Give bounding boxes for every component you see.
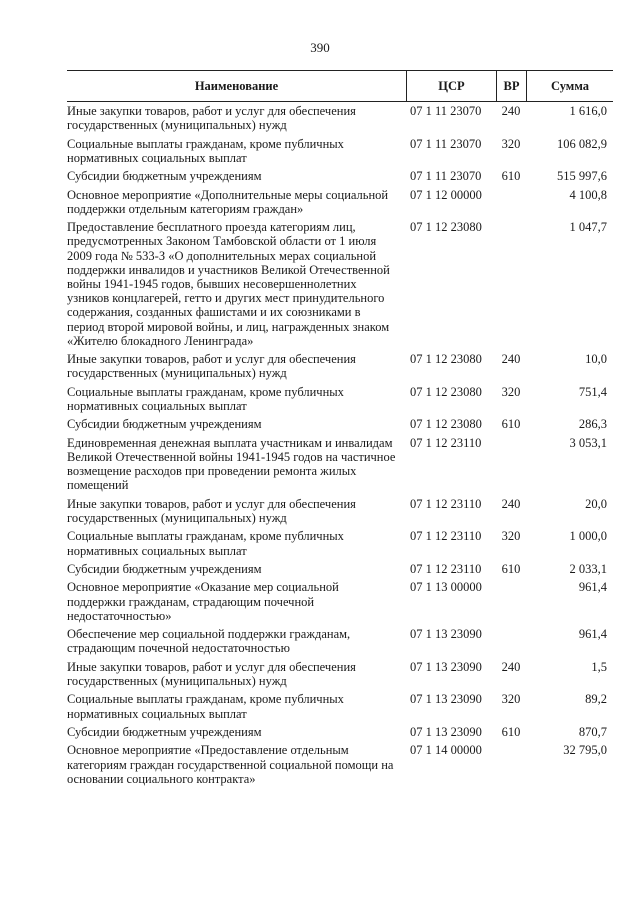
cell-vr: 320 [501,136,521,151]
header-sum: Сумма [526,71,613,101]
cell-name: Социальные выплаты гражданам, кроме публичных нормативных социальных выплат [67,136,344,165]
cell-csr: 07 1 13 00000 [410,580,482,595]
page-number: 390 [310,40,330,55]
cell-vr: 240 [501,104,521,118]
cell-csr: 07 1 11 23070 [410,136,482,151]
table-row [67,580,613,623]
cell-vr: 240 [501,352,521,367]
cell-vr [496,743,526,786]
cell-vr [496,188,526,216]
cell-name: Субсидии бюджетным учреждениям [67,724,262,739]
table-row [67,188,613,216]
cell-vr: 610 [501,724,521,739]
cell-csr: 07 1 12 23080 [410,417,482,432]
cell-sum: 961,4 [578,580,607,595]
cell-sum: 20,0 [585,496,607,511]
table-row [67,725,613,739]
cell-csr: 07 1 11 23070 [410,169,482,184]
table-row [67,436,613,493]
table-row [67,627,613,655]
table-row [67,660,613,688]
cell-csr: 07 1 12 23110 [410,496,482,511]
cell-sum: 89,2 [585,692,607,707]
cell-name: Социальные выплаты гражданам, кроме публичных нормативных социальных выплат [67,529,344,558]
cell-name: Единовременная денежная выплата участникам и инвалидам Великой Отечественной войны 1941-1945 годов на частичное возмещение расходов при проведении ремонта жилых помещений [67,435,396,493]
cell-sum: 1 000,0 [569,529,607,544]
cell-csr: 07 1 12 23110 [410,561,482,576]
cell-csr: 07 1 12 00000 [410,187,482,202]
cell-vr: 240 [501,659,521,674]
table-row [67,220,613,348]
cell-name: Предоставление бесплатного проезда категориям лиц, предусмотренных Законом Тамбовской области от 1 июля 2009 года № 533-З «О дополнительных мерах социальной поддержки инвалидов и участников Великой Отечественной войны 1941-1945 годов, бывших несовершеннолетних узников концлагерей, гетто и других мест принудительного содержания, созданных фашистами и их союзниками в период второй мировой войны, и лиц, награжденных знаком «Жителю блокадного Ленинграда» [67,220,390,348]
cell-vr: 240 [501,496,521,511]
table-body [67,104,613,790]
cell-vr: 610 [501,561,521,576]
table-header [67,70,613,102]
table-row [67,169,613,183]
cell-sum: 961,4 [578,627,607,642]
cell-sum: 1,5 [591,659,607,674]
cell-name: Иные закупки товаров, работ и услуг для обеспечения государственных (муниципальных) нужд [67,104,356,133]
cell-csr: 07 1 12 23080 [410,384,482,399]
cell-name: Субсидии бюджетным учреждениям [67,169,262,184]
header-csr: ЦСР [406,71,496,101]
table-row [67,385,613,413]
cell-csr: 07 1 13 23090 [410,659,482,674]
cell-name: Иные закупки товаров, работ и услуг для обеспечения государственных (муниципальных) нужд [67,496,356,525]
cell-sum: 286,3 [578,417,607,432]
cell-name: Иные закупки товаров, работ и услуг для обеспечения государственных (муниципальных) нужд [67,659,356,688]
table-row [67,562,613,576]
table-row [67,137,613,165]
cell-sum: 751,4 [578,384,607,399]
cell-vr [496,220,526,348]
cell-sum: 2 033,1 [569,561,607,576]
cell-sum: 1 047,7 [569,220,607,235]
cell-csr: 07 1 13 23090 [410,692,482,707]
cell-vr: 610 [501,169,521,184]
table-row [67,352,613,380]
cell-sum: 4 100,8 [569,187,607,202]
cell-sum: 870,7 [578,724,607,739]
cell-vr: 320 [501,529,521,544]
cell-sum: 32 795,0 [563,743,607,758]
cell-csr: 07 1 12 23110 [410,529,482,544]
table-row [67,417,613,431]
cell-csr: 07 1 13 23090 [410,724,482,739]
table-row [67,743,613,786]
cell-sum: 1 616,0 [569,104,607,118]
table-row [67,529,613,557]
cell-name: Основное мероприятие «Оказание мер социальной поддержки гражданам, страдающим почечной недостаточностью» [67,580,339,623]
cell-csr: 07 1 13 23090 [410,627,482,642]
cell-vr: 320 [501,384,521,399]
cell-name: Основное мероприятие «Предоставление отдельным категориям граждан государственной социальной помощи на основании социального контракта» [67,743,394,786]
table-row [67,497,613,525]
cell-vr [496,436,526,493]
cell-sum: 3 053,1 [569,435,607,450]
cell-csr: 07 1 12 23110 [410,435,482,450]
cell-sum: 515 997,6 [557,169,607,184]
cell-vr: 320 [501,692,521,707]
cell-name: Иные закупки товаров, работ и услуг для обеспечения государственных (муниципальных) нужд [67,352,356,381]
cell-csr: 07 1 14 00000 [410,743,482,758]
cell-csr: 07 1 12 23080 [410,220,482,235]
cell-sum: 10,0 [585,352,607,367]
cell-name: Обеспечение мер социальной поддержки гражданам, страдающим почечной недостаточностью [67,627,351,656]
table-row [67,104,613,132]
table-row [67,692,613,720]
cell-csr: 07 1 12 23080 [410,352,482,367]
cell-vr [496,580,526,623]
cell-vr [496,627,526,655]
cell-name: Субсидии бюджетным учреждениям [67,561,262,576]
header-name: Наименование [194,78,279,93]
cell-name: Социальные выплаты гражданам, кроме публичных нормативных социальных выплат [67,384,344,413]
cell-csr: 07 1 11 23070 [410,104,482,118]
header-vr: ВР [496,71,526,101]
cell-vr: 610 [501,417,521,432]
cell-sum: 106 082,9 [557,136,607,151]
cell-name: Субсидии бюджетным учреждениям [67,417,262,432]
cell-name: Основное мероприятие «Дополнительные меры социальной поддержки отдельным категориям граждан» [67,187,389,216]
cell-name: Социальные выплаты гражданам, кроме публичных нормативных социальных выплат [67,692,344,721]
